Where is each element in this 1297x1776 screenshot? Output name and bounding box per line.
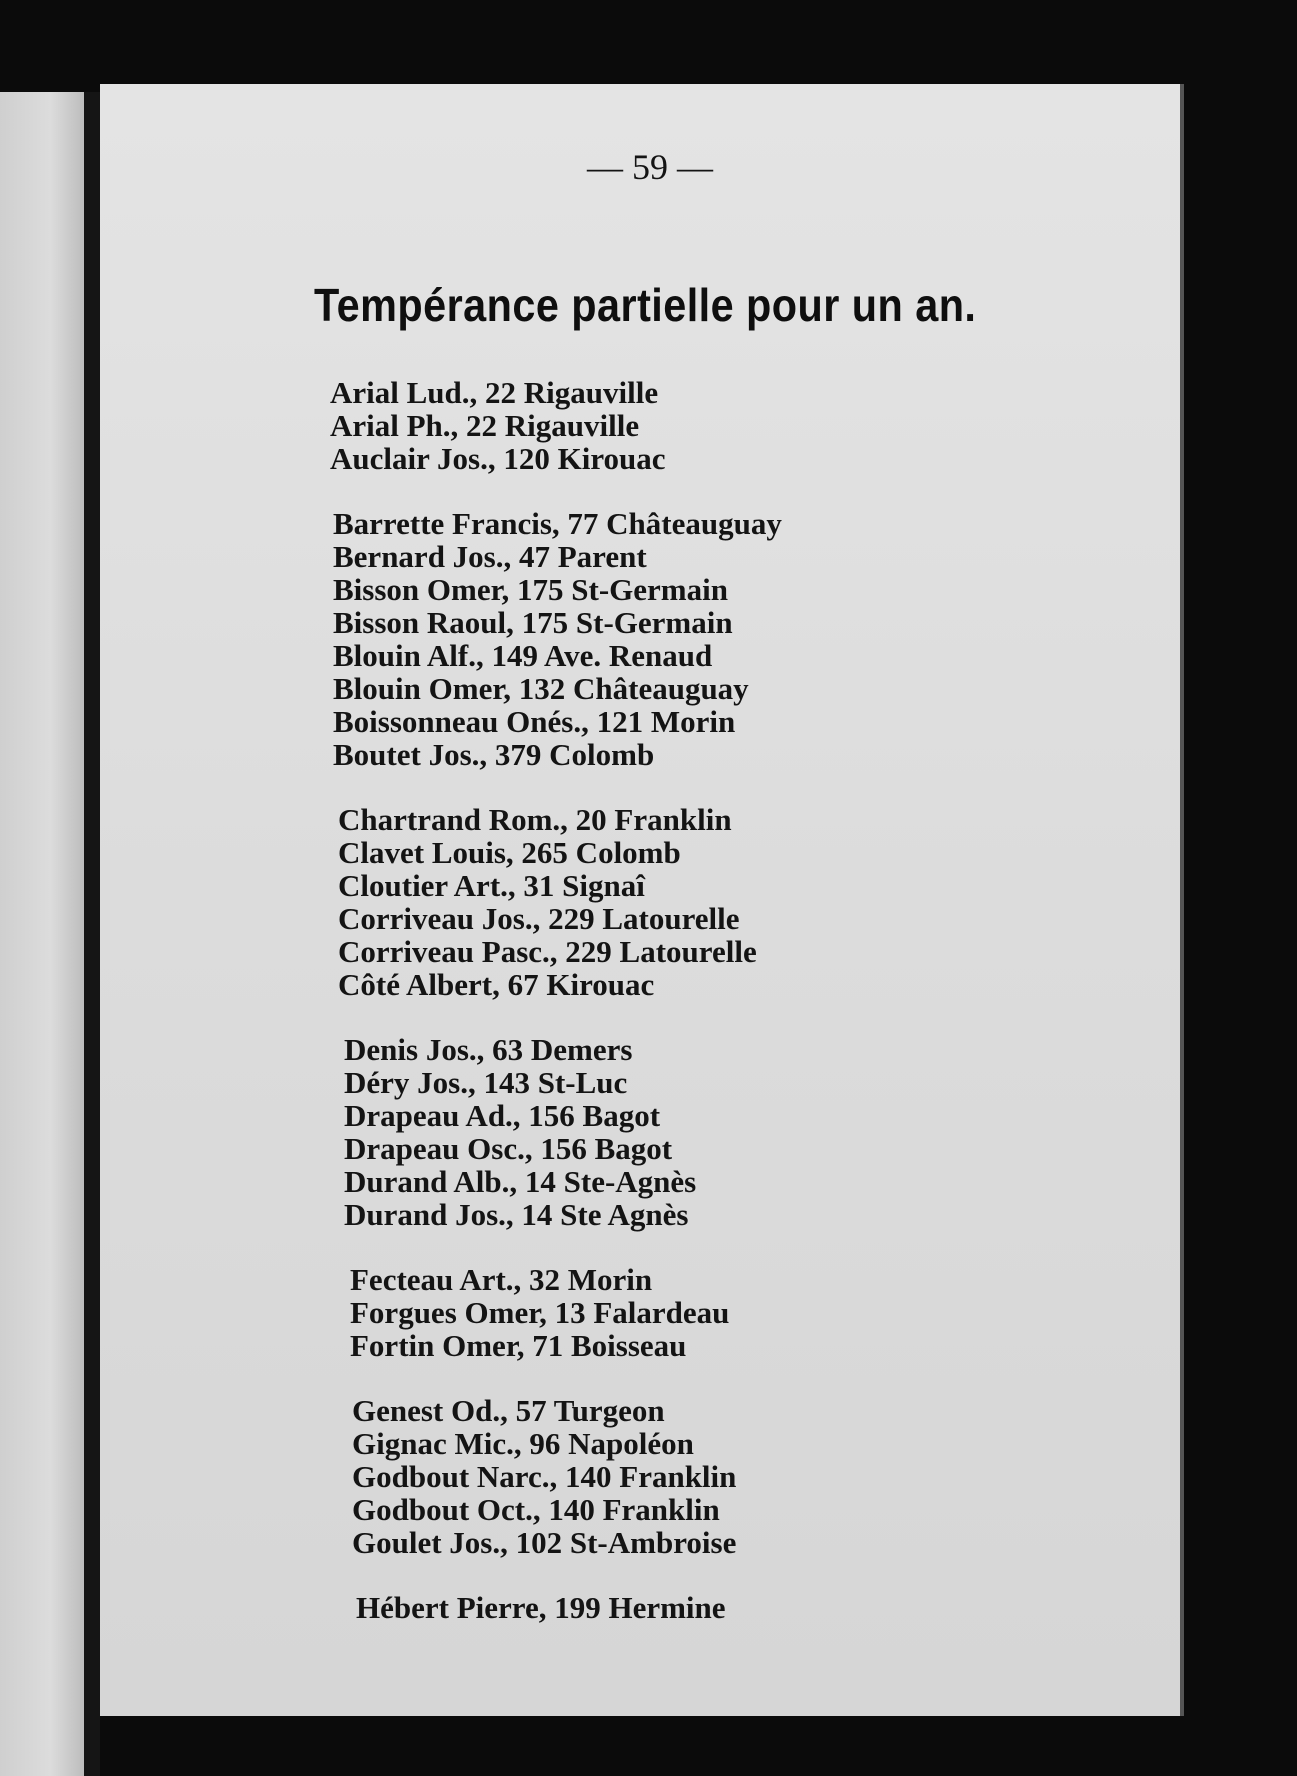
list-entry: Blouin Omer, 132 Châteauguay — [333, 671, 749, 706]
list-entry: Fortin Omer, 71 Boisseau — [350, 1328, 687, 1363]
book-gutter — [84, 92, 100, 1776]
letter-group-a — [330, 376, 1150, 475]
list-entry: Clavet Louis, 265 Colomb — [338, 835, 681, 870]
letter-group-b — [330, 507, 1150, 771]
list-entry: Boissonneau Onés., 121 Morin — [333, 704, 736, 739]
list-entry: Arial Lud., 22 Rigauville — [330, 375, 659, 410]
letter-group-d — [330, 1033, 1150, 1231]
list-entry: Arial Ph., 22 Rigauville — [330, 408, 640, 443]
list-entry: Cloutier Art., 31 Signaî — [338, 868, 645, 903]
list-entry: Godbout Oct., 140 Franklin — [352, 1492, 720, 1527]
letter-group-f — [330, 1263, 1150, 1362]
list-entry: Blouin Alf., 149 Ave. Renaud — [333, 638, 713, 673]
list-entry: Bernard Jos., 47 Parent — [333, 539, 647, 574]
list-entry: Bisson Raoul, 175 St-Germain — [333, 605, 733, 640]
letter-group-h — [330, 1591, 1150, 1624]
list-entry: Hébert Pierre, 199 Hermine — [356, 1590, 726, 1625]
list-entry: Gignac Mic., 96 Napoléon — [352, 1426, 694, 1461]
letter-group-c — [330, 803, 1150, 1001]
list-entry: Denis Jos., 63 Demers — [344, 1032, 633, 1067]
page-heading: Tempérance partielle pour un an. — [314, 279, 977, 331]
list-entry: Boutet Jos., 379 Colomb — [333, 737, 655, 772]
list-entry: Goulet Jos., 102 St-Ambroise — [352, 1525, 737, 1560]
list-entry: Corriveau Pasc., 229 Latourelle — [338, 934, 757, 969]
list-entry: Barrette Francis, 77 Châteauguay — [333, 506, 782, 541]
list-entry: Drapeau Ad., 156 Bagot — [344, 1098, 661, 1133]
list-entry: Durand Jos., 14 Ste Agnès — [344, 1197, 689, 1232]
name-list — [330, 376, 1150, 1656]
letter-group-g — [330, 1394, 1150, 1559]
list-entry: Côté Albert, 67 Kirouac — [338, 967, 655, 1002]
list-entry: Déry Jos., 143 St-Luc — [344, 1065, 628, 1100]
book-page — [100, 84, 1180, 1716]
page-number: — 59 — — [587, 147, 713, 187]
list-entry: Godbout Narc., 140 Franklin — [352, 1459, 737, 1494]
list-entry: Corriveau Jos., 229 Latourelle — [338, 901, 740, 936]
left-page-edge — [0, 92, 84, 1776]
list-entry: Auclair Jos., 120 Kirouac — [330, 441, 666, 476]
list-entry: Genest Od., 57 Turgeon — [352, 1393, 665, 1428]
list-entry: Drapeau Osc., 156 Bagot — [344, 1131, 673, 1166]
list-entry: Durand Alb., 14 Ste-Agnès — [344, 1164, 697, 1199]
page-right-edge — [1180, 84, 1184, 1716]
list-entry: Forgues Omer, 13 Falardeau — [350, 1295, 730, 1330]
list-entry: Fecteau Art., 32 Morin — [350, 1262, 653, 1297]
list-entry: Chartrand Rom., 20 Franklin — [338, 802, 732, 837]
list-entry: Bisson Omer, 175 St-Germain — [333, 572, 728, 607]
